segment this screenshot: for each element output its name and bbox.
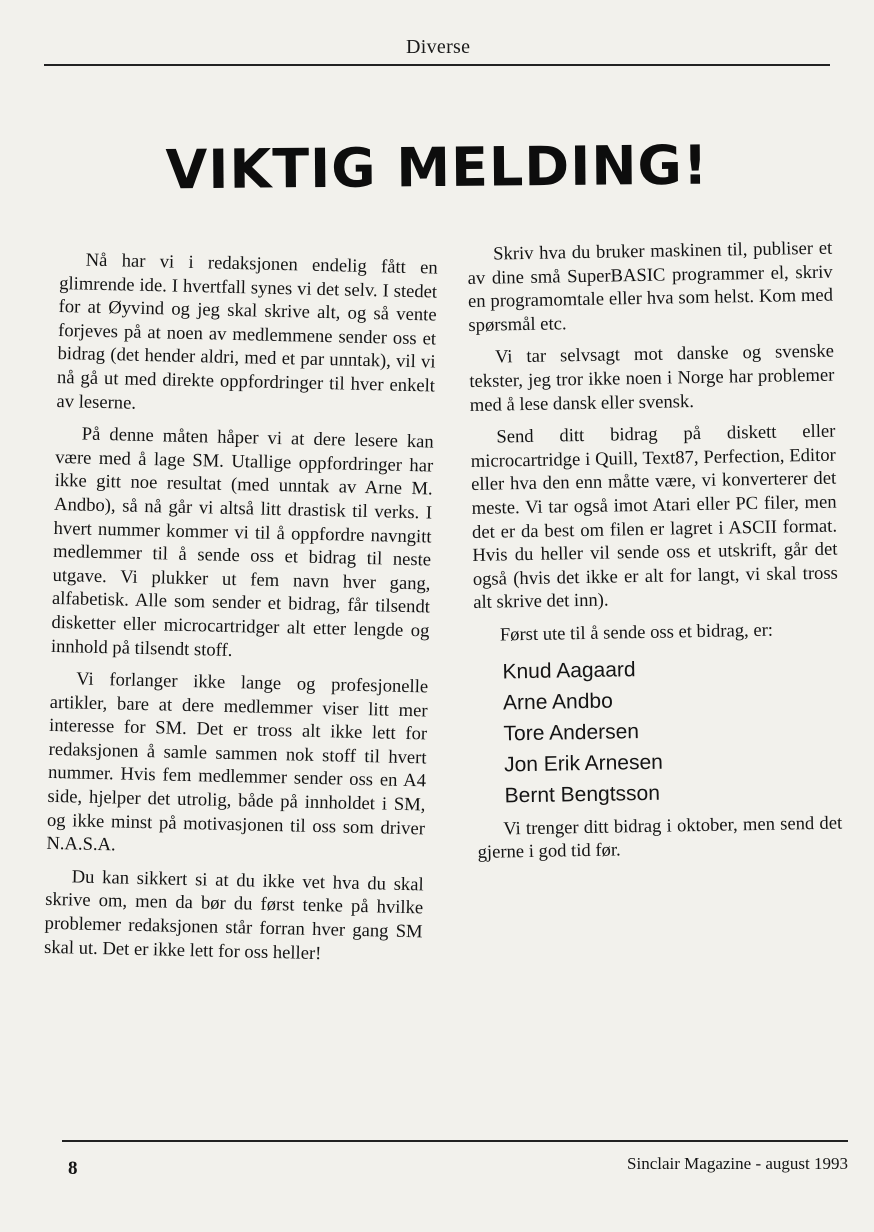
page-header bbox=[44, 22, 824, 66]
paragraph: Vi forlanger ikke lange og profesjonelle artikler, bare at dere medlemmer viser litt mer interesse for SM. Det er tross alt ikke lett for redaksjonen å samle sammen nok stoff til hvert nummer. Hvis fem medlemmer sender oss en A4 side, hjelper det utrolig, både på innholdet i SM, og ikke minst på motivasjonen til oss som driver N.A.S.A. bbox=[46, 668, 429, 856]
closing-paragraph: Vi trenger ditt bidrag i oktober, men send det gjerne i god tid før. bbox=[477, 812, 843, 863]
paragraph: Skriv hva du bruker maskinen til, publiser et av dine små SuperBASIC programmer el, skriv en programomtale eller hva som helst. Kom med spørsmål etc. bbox=[467, 237, 834, 336]
paragraph: Vi tar selvsagt mot danske og svenske tekster, jeg tror ikke noen i Norge har problemer med å lese dansk eller svensk. bbox=[469, 340, 835, 416]
right-column bbox=[467, 237, 843, 874]
paragraph: Først ute til å sende oss et bidrag, er: bbox=[499, 619, 774, 646]
paragraph: På denne måten håper vi at dere lesere kan være med å lage SM. Utallige oppfordringer har ikke gitt noe resultat (med unntak av Arne M. Andbo), så nå går vi altså litt drastisk til verks. I hvert nummer kommer vi til å oppfordre navngitt medlemmer til å sende oss et bidrag til neste utgave. Vi plukker ut fem navn hver gang, alfabetisk. Alle som sender et bidrag, får tilsendt disketter eller microcartridger alt etter lengde og innhold på tilsendt stoff. bbox=[50, 423, 434, 661]
left-column bbox=[44, 248, 438, 977]
member-name: Jon Erik Arnesen bbox=[503, 750, 664, 776]
member-name: Arne Andbo bbox=[502, 689, 613, 714]
page-number: 8 bbox=[68, 1158, 78, 1179]
paragraph: Du kan sikkert si at du ikke vet hva du skal skrive om, men da bør du først tenke på hvilke problemer redaksjonen står forran hver gang SM skal ut. Det er ikke lett for oss heller! bbox=[43, 866, 424, 964]
paragraph: Send ditt bidrag på diskett eller microcartridge i Quill, Text87, Perfection, Editor eller hva den enn måtte være, vi konverterer det meste. Vi tar også imot Atari eller PC filer, men det er da best om filen er lagret i ASCII format. Hvis du heller vil sende oss et utskrift, går det også (hvis det ikke er alt for langt, vi skal tross alt skrive det inn). bbox=[470, 420, 838, 614]
header-rule bbox=[44, 64, 830, 66]
article-title: VIKTIG MELDING! bbox=[165, 133, 709, 202]
member-name: Knud Aagaard bbox=[502, 657, 636, 683]
footer-rule bbox=[62, 1140, 848, 1142]
paragraph: Nå har vi i redaksjonen endelig fått en glimrende ide. I hvertfall synes vi det selv. I stedet for at Øyvind og jeg skal skrive alt, og så vente forjeves på at noen av medlemmene sender oss et bidrag (det hender aldri, med et par unntak), vil vi nå gå ut med direkte oppfordringer til hver enkelt av leserne. bbox=[56, 249, 438, 414]
page-footer bbox=[62, 1132, 850, 1182]
member-name: Tore Andersen bbox=[503, 719, 640, 745]
member-name: Bernt Bengtsson bbox=[504, 781, 661, 807]
member-name-list bbox=[502, 650, 842, 811]
publication-info: Sinclair Magazine - august 1993 bbox=[627, 1154, 848, 1173]
section-label: Diverse bbox=[406, 36, 471, 58]
